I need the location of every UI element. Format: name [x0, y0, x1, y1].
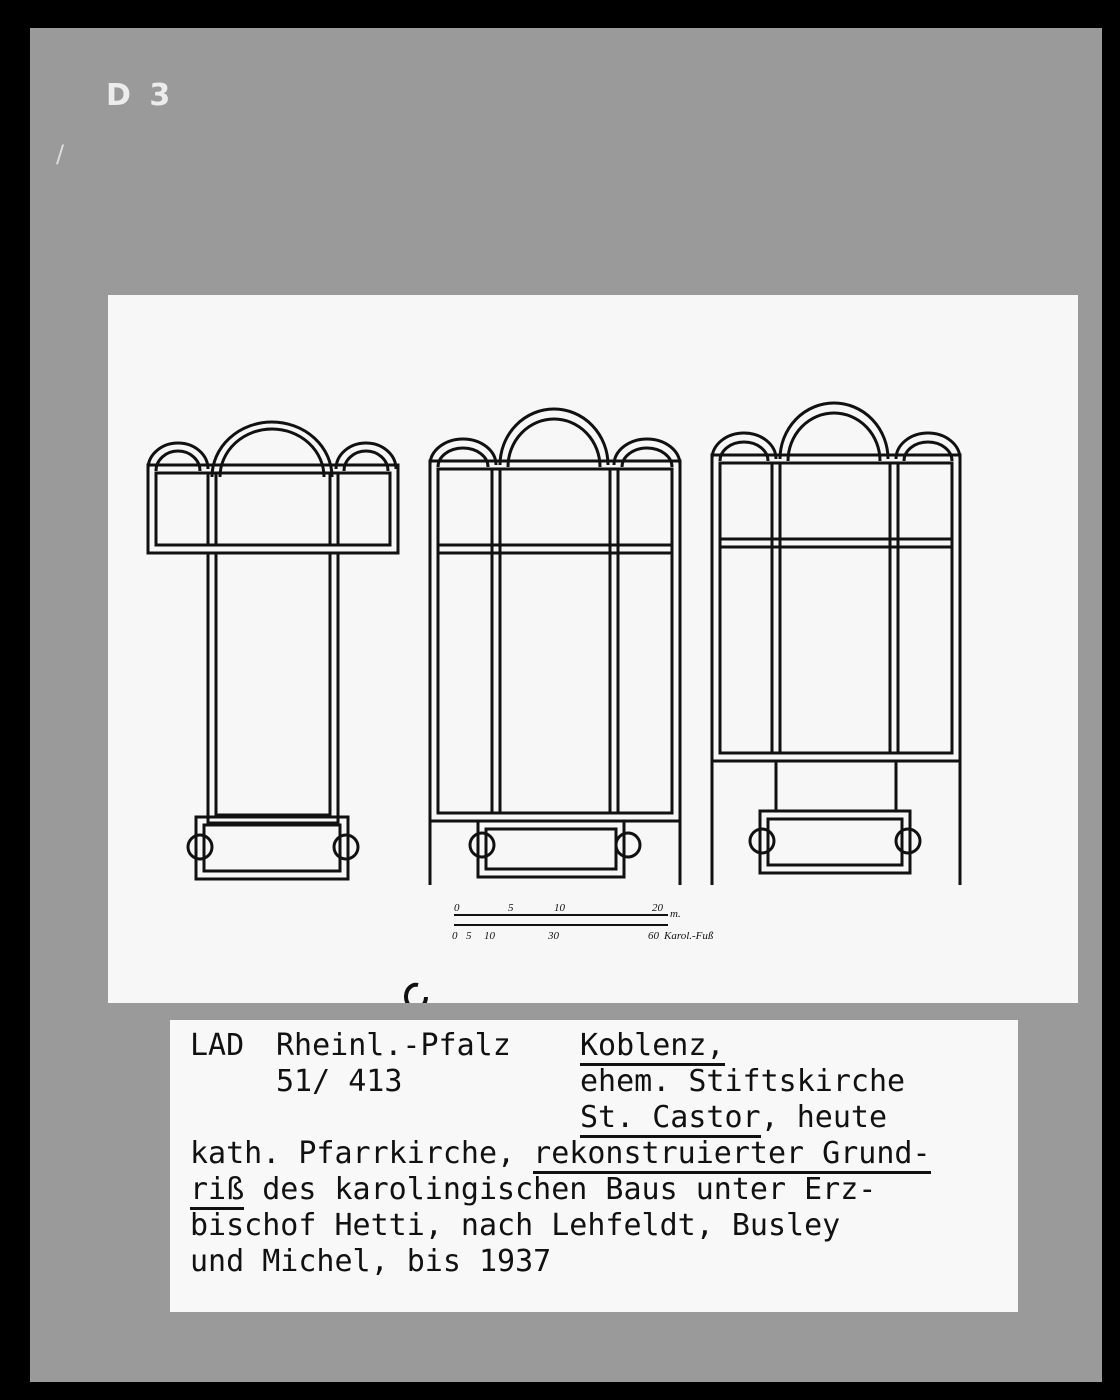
caption-line-7: und Michel, bis 1937: [190, 1244, 552, 1279]
plan-3: [712, 403, 960, 885]
floor-plan-photo: [108, 295, 1078, 1003]
card-corner-label: D 3: [106, 78, 175, 113]
scale-m-tick-10: 10: [554, 902, 565, 914]
caption-line-2: ehem. Stiftskirche: [580, 1064, 906, 1099]
scale-f-tick-60: 60: [648, 930, 659, 942]
plan-2: [430, 409, 680, 885]
caption-line-3-rest: , heute: [760, 1100, 888, 1135]
caption-inventory-number: 51/ 413: [276, 1064, 403, 1099]
scale-f-tick-10: 10: [484, 930, 495, 942]
caption-line-5: [190, 1172, 876, 1207]
scale-m-unit: m.: [670, 908, 681, 920]
caption-line-4-pre: kath. Pfarrkirche,: [190, 1136, 534, 1171]
caption-region: Rheinl.-Pfalz: [276, 1028, 511, 1063]
caption-line-4: [190, 1136, 931, 1171]
caption-city: Koblenz,: [580, 1028, 725, 1066]
scale-bar: [454, 915, 668, 925]
caption-church-name: St. Castor: [580, 1100, 761, 1138]
caption-line-5-underlined: riß: [190, 1172, 244, 1210]
caption-line-6: bischof Hetti, nach Lehfeldt, Busley: [190, 1208, 841, 1243]
scale-m-tick-0: 0: [454, 902, 460, 914]
caption-archive: LAD: [190, 1028, 245, 1063]
scale-f-unit: Karol.-Fuß: [664, 930, 714, 942]
caption-line-5-rest: des karolingischen Baus unter Erz-: [244, 1172, 877, 1207]
caption-label: [170, 1020, 1018, 1312]
scale-f-tick-30: 30: [548, 930, 559, 942]
caption-line-3: [580, 1100, 887, 1135]
caption-line-4-underlined: rekonstruierter Grund-: [533, 1136, 930, 1174]
pencil-mark: /: [56, 140, 65, 168]
floor-plans-drawing: [108, 295, 1078, 1003]
scale-m-tick-20: 20: [652, 902, 663, 914]
plan-1: [148, 422, 398, 879]
scale-m-tick-5: 5: [508, 902, 514, 914]
scale-f-tick-5: 5: [466, 930, 472, 942]
stray-mark: [406, 985, 426, 1003]
scale-f-tick-0: 0: [452, 930, 458, 942]
